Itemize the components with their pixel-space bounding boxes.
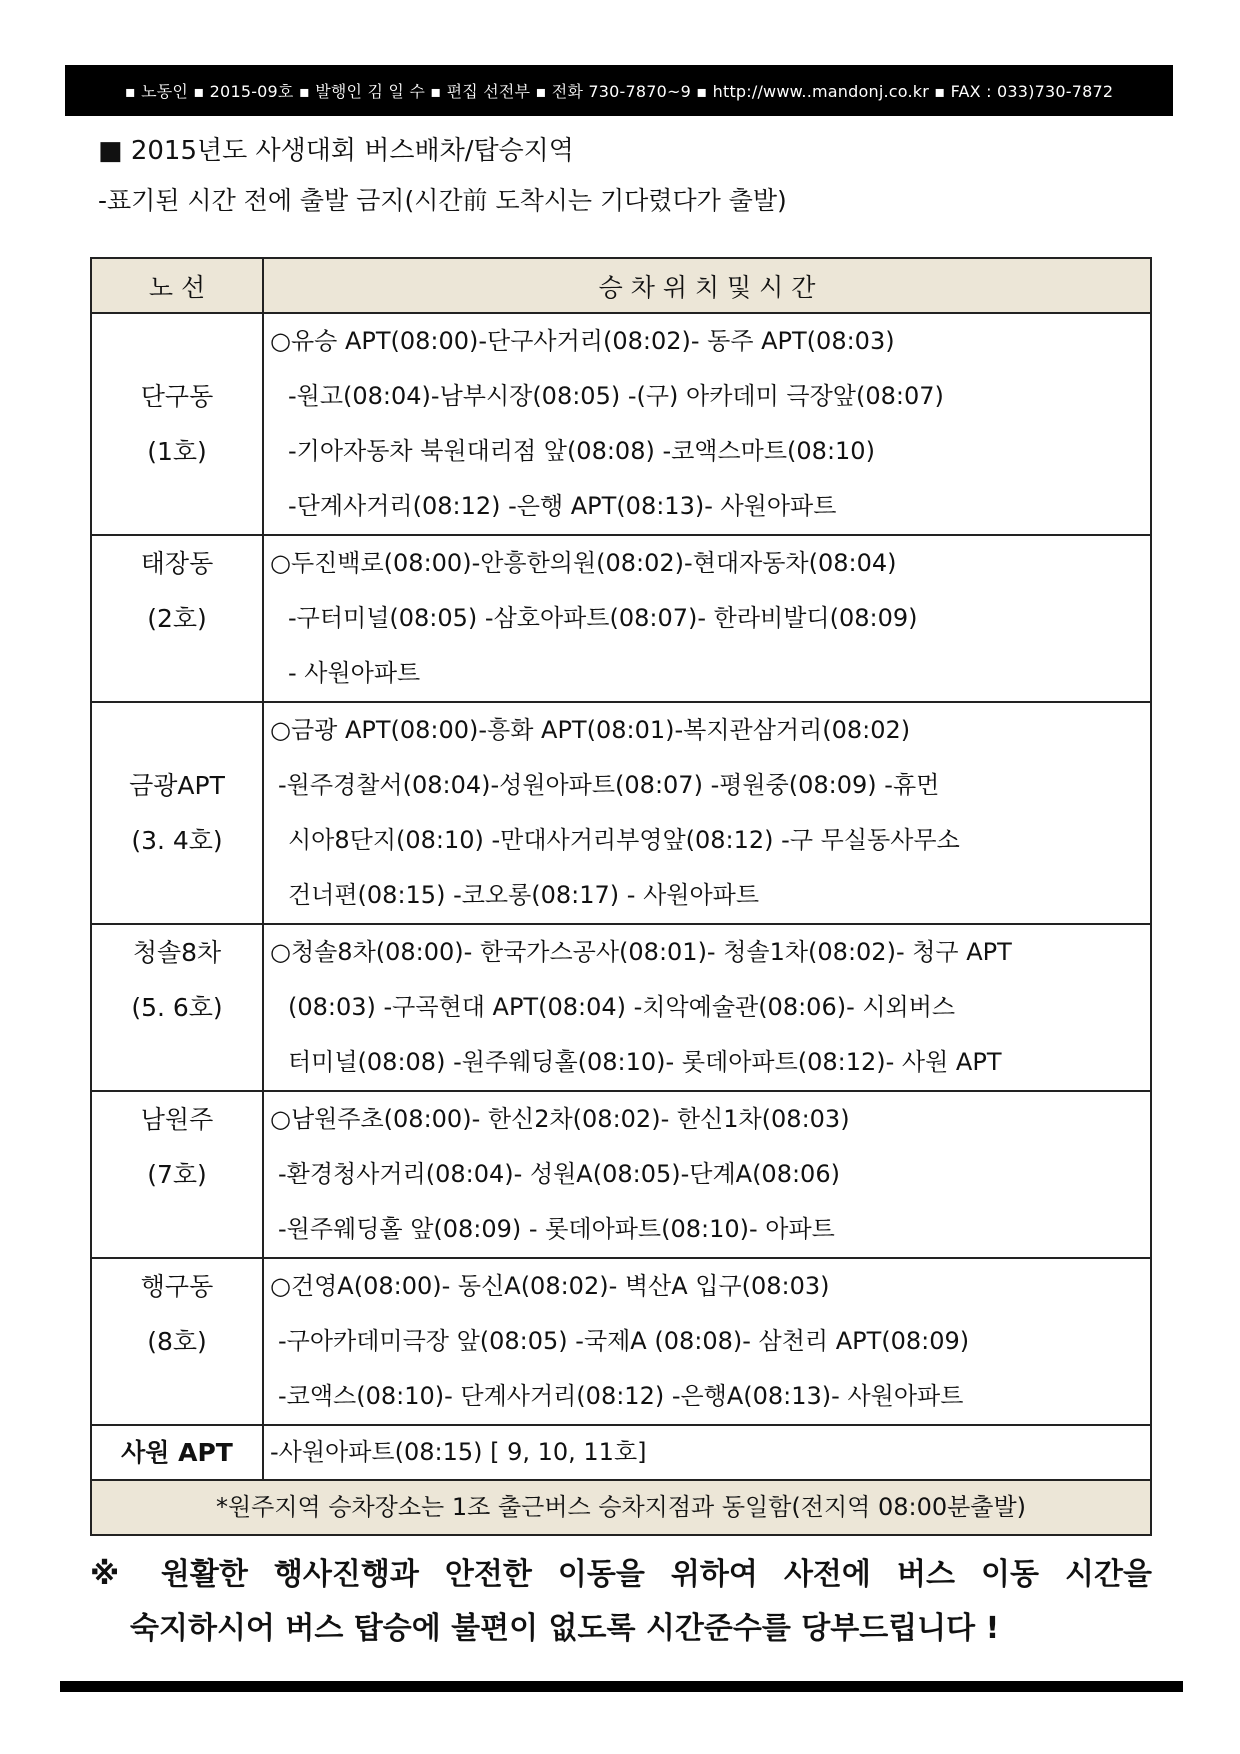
stop-line: (08:03) -구곡현대 APT(08:04) -치악예술관(08:06)- 시외버스 (288, 993, 956, 1021)
route-cell (91, 535, 263, 702)
stop-line: 시아8단지(08:10) -만대사거리부영앞(08:12) -구 무실동사무소 (288, 826, 960, 854)
stops-cell (263, 535, 1151, 702)
stops-cell (263, 702, 1151, 924)
stop-line: -원고(08:04)-남부시장(08:05) -(구) 아카데미 극장앞(08:07) (288, 382, 944, 410)
stop-line: ○청솔8차(08:00)- 한국가스공사(08:01)- 청솔1차(08:02)- 청구 APT (270, 938, 1012, 966)
header-route: 노 선 (91, 258, 263, 313)
route-cell (91, 702, 263, 924)
route-bus-number: (7호) (147, 1160, 207, 1189)
route-bus-number: (8호) (147, 1327, 207, 1356)
stop-line: -구터미널(08:05) -삼호아파트(08:07)- 한라비발디(08:09) (288, 604, 918, 632)
route-bus-number: (2호) (147, 604, 207, 633)
table-note: *원주지역 승차장소는 1조 출근버스 승차지점과 동일함(전지역 08:00분출발) (91, 1480, 1151, 1535)
stop-line: -원주경찰서(08:04)-성원아파트(08:07) -평원중(08:09) -휴먼 (278, 771, 940, 799)
route-cell (91, 1258, 263, 1425)
route-bus-number: (1호) (147, 437, 207, 466)
stop-line: - 사원아파트 (288, 659, 421, 687)
route-name: 청솔8차 (132, 938, 222, 967)
route-name: 행구동 (140, 1272, 214, 1301)
route-cell (91, 1091, 263, 1258)
stop-line: 터미널(08:08) -원주웨딩홀(08:10)- 롯데아파트(08:12)- 사원 APT (288, 1048, 1002, 1076)
page-title: ■ 2015년도 사생대회 버스배차/탑승지역 (98, 136, 574, 166)
notice (90, 1548, 1152, 1656)
stop-line: ○건영A(08:00)- 동신A(08:02)- 벽산A 입구(08:03) (270, 1272, 830, 1300)
stop-line: -원주웨딩홀 앞(08:09) - 롯데아파트(08:10)- 아파트 (278, 1215, 835, 1243)
route-name: 사원 APT (91, 1425, 263, 1480)
footer-rule (60, 1681, 1183, 1692)
stop-line: 건너편(08:15) -코오롱(08:17) - 사원아파트 (288, 881, 760, 909)
route-cell (91, 924, 263, 1091)
notice-line-1: ※ 원활한 행사진행과 안전한 이동을 위하여 사전에 버스 이동 시간을 (90, 1557, 1152, 1592)
stops-cell (263, 1425, 1151, 1480)
table-header-row (91, 258, 1151, 313)
stops-cell (263, 924, 1151, 1091)
route-bus-number: (3. 4호) (131, 826, 223, 855)
route-name: 남원주 (140, 1105, 214, 1134)
table-row (91, 1258, 1151, 1425)
page-subtitle: -표기된 시간 전에 출발 금지(시간前 도착시는 기다렸다가 출발) (98, 186, 787, 215)
stops-cell (263, 1258, 1151, 1425)
table-row (91, 924, 1151, 1091)
route-cell (91, 313, 263, 535)
stop-line: ○유승 APT(08:00)-단구사거리(08:02)- 동주 APT(08:03) (270, 327, 895, 355)
route-bus-number: (5. 6호) (131, 993, 223, 1022)
bus-schedule-table (90, 257, 1152, 1536)
notice-line-2: 숙지하시어 버스 탑승에 불편이 없도록 시간준수를 당부드립니다 ! (130, 1611, 1000, 1646)
stop-line: -기아자동차 북원대리점 앞(08:08) -코액스마트(08:10) (288, 437, 875, 465)
table-row-sawon (91, 1425, 1151, 1480)
table-note-row (91, 1480, 1151, 1535)
stop-line: ○금광 APT(08:00)-흥화 APT(08:01)-복지관삼거리(08:02) (270, 716, 911, 744)
stop-line: ○남원주초(08:00)- 한신2차(08:02)- 한신1차(08:03) (270, 1105, 850, 1133)
route-name: 금광APT (129, 771, 225, 800)
stop-line: ○두진백로(08:00)-안흥한의원(08:02)-현대자동차(08:04) (270, 549, 897, 577)
header-text: ▪ 노동인 ▪ 2015-09호 ▪ 발행인 김 일 수 ▪ 편집 선전부 ▪ 전화 730-7870~9 ▪ http://www..mandonj.co.kr ▪ FAX : 033)730-7872 (124, 82, 1114, 101)
stops-cell (263, 313, 1151, 535)
route-name: 태장동 (140, 549, 214, 578)
table-row (91, 1091, 1151, 1258)
header-bar (65, 65, 1173, 116)
table-row (91, 313, 1151, 535)
header-stops: 승 차 위 치 및 시 간 (263, 258, 1151, 313)
route-name: 단구동 (140, 382, 214, 411)
stop-line: -단계사거리(08:12) -은행 APT(08:13)- 사원아파트 (288, 492, 837, 520)
stop-line: -사원아파트(08:15) [ 9, 10, 11호] (270, 1438, 647, 1466)
table-row (91, 702, 1151, 924)
stops-cell (263, 1091, 1151, 1258)
table-row (91, 535, 1151, 702)
stop-line: -코액스(08:10)- 단계사거리(08:12) -은행A(08:13)- 사원아파트 (278, 1382, 964, 1410)
stop-line: -환경청사거리(08:04)- 성원A(08:05)-단계A(08:06) (278, 1160, 840, 1188)
stop-line: -구아카데미극장 앞(08:05) -국제A (08:08)- 삼천리 APT(08:09) (278, 1327, 970, 1355)
